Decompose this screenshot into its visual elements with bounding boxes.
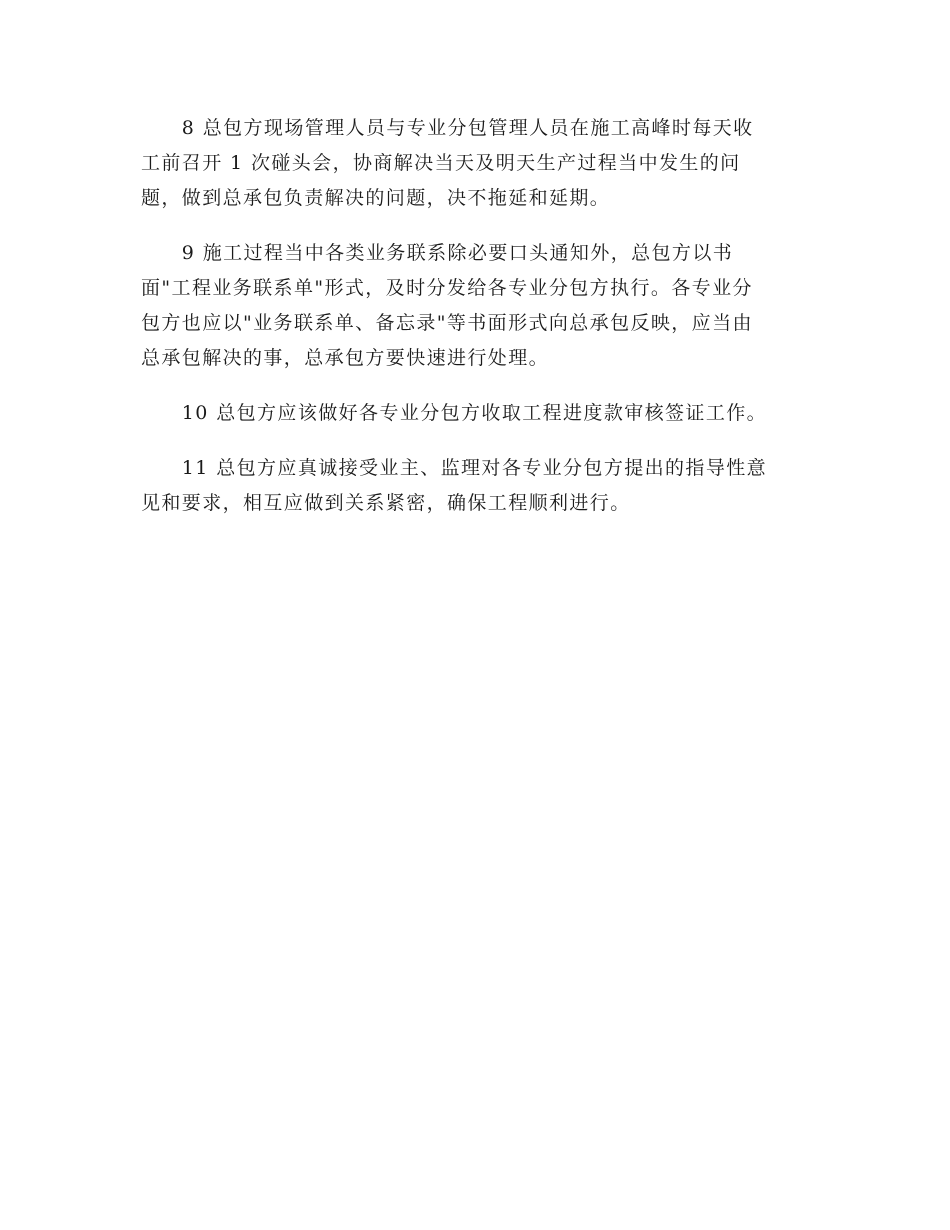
paragraph-item-9: 9 施工过程当中各类业务联系除必要口头通知外，总包方以书 面"工程业务联系单"形式，及时分发给各专业分包方执行。各专业分 包方也应以"业务联系单、备忘录"等书面形式向总承包反映，应当由 总承包解决的事，总承包方要快速进行处理。 bbox=[141, 242, 753, 369]
paragraph-item-11: 11 总包方应真诚接受业主、监理对各专业分包方提出的指导性意 见和要求，相互应做到关系紧密，确保工程顺利进行。 bbox=[141, 457, 768, 514]
paragraph-item-10: 10 总包方应该做好各专业分包方收取工程进度款审核签证工作。 bbox=[141, 402, 768, 424]
document-body bbox=[141, 111, 809, 521]
paragraph-item-8: 8 总包方现场管理人员与专业分包管理人员在施工高峰时每天收 工前召开 1 次碰头会，协商解决当天及明天生产过程当中发生的问 题，做到总承包负责解决的问题，决不拖延和延期。 bbox=[141, 117, 754, 209]
